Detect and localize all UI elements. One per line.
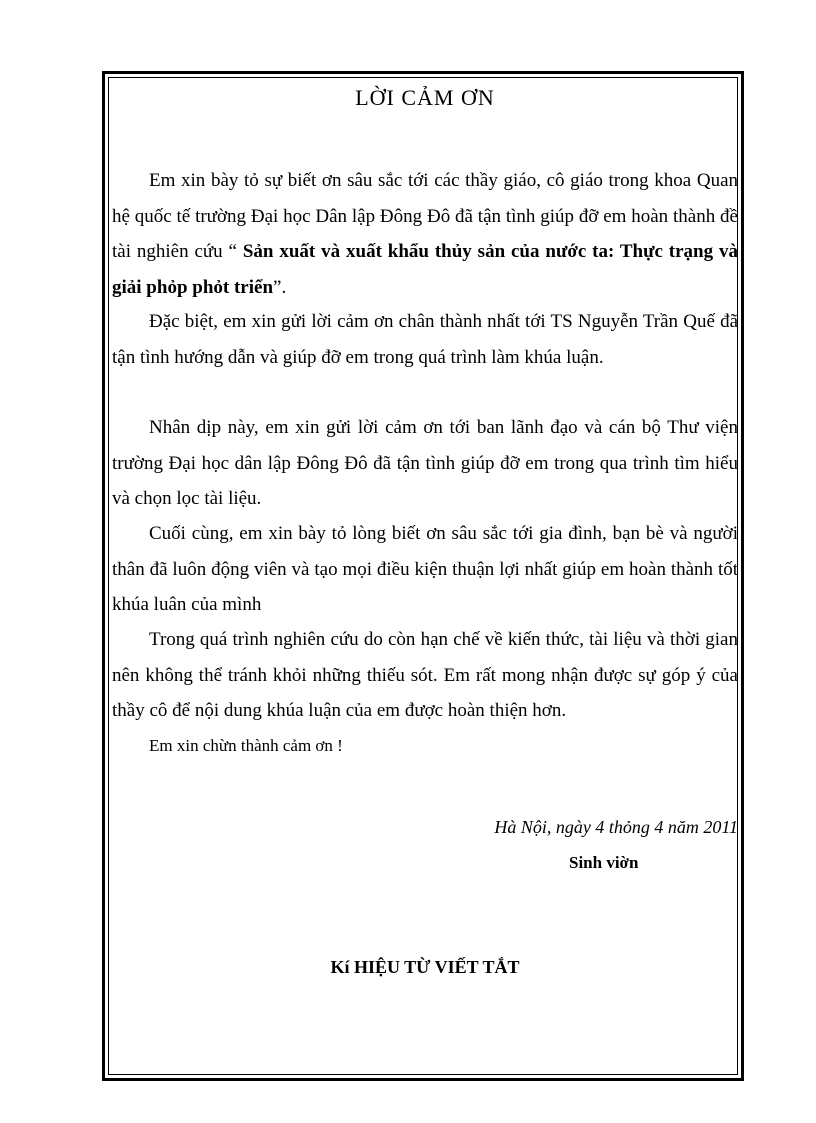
date-line: Hà Nội, ngày 4 thỏng 4 năm 2011: [494, 817, 738, 837]
abbreviations-heading: Kí HIỆU TỪ VIẾT TẮT: [330, 957, 520, 977]
paragraph-1-end: ”.: [273, 276, 287, 298]
closing-thanks: Em xin chừn thành cảm ơn !: [149, 736, 343, 755]
page-title: LỜI CẢM ƠN: [355, 85, 495, 110]
paragraph-3: Nhân dịp này, em xin gửi lời cảm ơn tới ban lãnh đạo và cán bộ Thư viện trường Đại học dân lập Đông Đô đã tận tình giúp đỡ em trong qua trình tìm hiểu và chọn lọc tài liệu.: [112, 417, 738, 509]
paragraph-1: [112, 163, 738, 305]
paragraph-5: Trong quá trình nghiên cứu do còn hạn chế về kiến thức, tài liệu và thời gian nên không thể tránh khỏi những thiếu sót. Em rất mong nhận được sự góp ý của thầy cô để nội dung khúa luận của em được hoàn thiện hơn.: [112, 629, 738, 721]
thesis-title: Sản xuất và xuất khẩu thủy sản của nước ta: Thực trạng và giải phỏp phỏt triển: [112, 241, 738, 298]
paragraph-1-text: Em xin bày tỏ sự biết ơn sâu sắc tới các thầy giáo, cô giáo trong khoa Quan hệ quốc tế trường Đại học Dân lập Đông Đô đã tận tình giúp đỡ em hoàn thành đề tài nghiên cứu “: [112, 170, 738, 262]
paragraph-2: Đặc biệt, em xin gửi lời cảm ơn chân thành nhất tới TS Nguyễn Trần Quế đã tận tình hướng dẫn và giúp đỡ em trong quá trình làm khúa luận.: [112, 311, 738, 368]
signer-label: Sinh viờn: [569, 853, 639, 872]
paragraph-4: Cuối cùng, em xin bày tỏ lòng biết ơn sâu sắc tới gia đình, bạn bè và người thân đã luôn động viên và tạo mọi điều kiện thuận lợi nhất giúp em hoàn thành tốt khúa luân của mình: [112, 523, 738, 615]
